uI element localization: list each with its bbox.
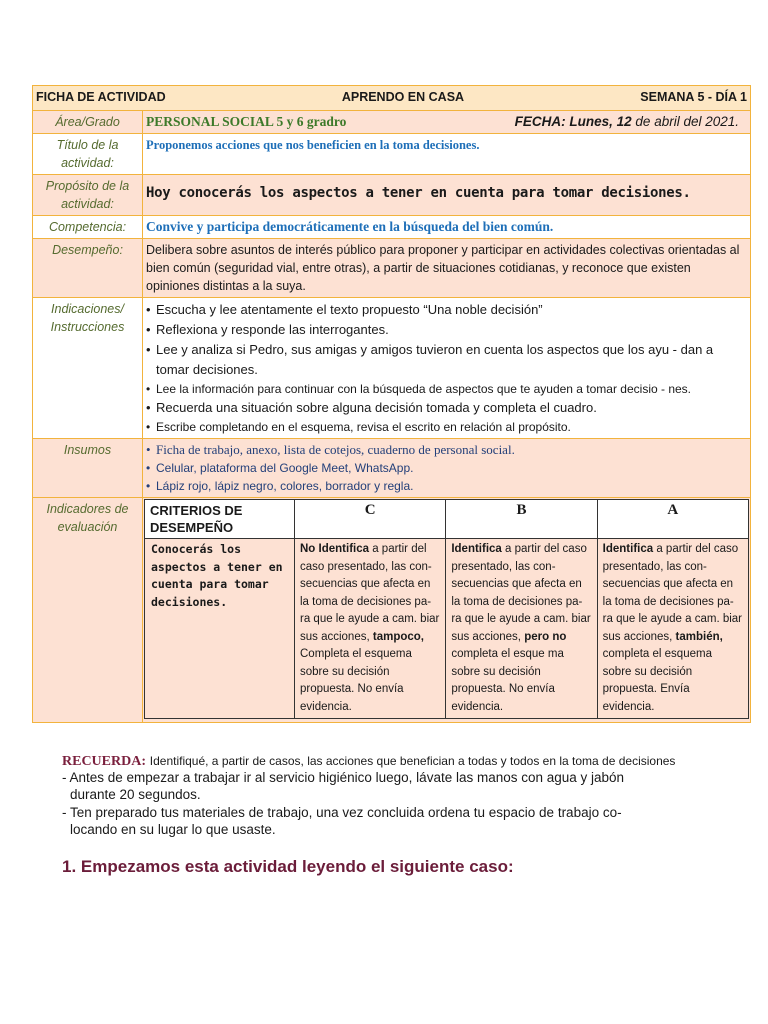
- desempeno-label: Desempeño:: [33, 239, 143, 298]
- recuerda-line: [62, 752, 675, 770]
- level-c-header: C: [295, 500, 446, 539]
- level-b-description: Identifica a partir del caso presentado, las con- secuencias que afecta en la toma de decisiones pa- ra que le ayude a cam. biar sus acciones, pero no completa el esque ma sobre su decisión propuesta. No envía evidencia.: [446, 539, 597, 719]
- insumos-list: [146, 441, 747, 495]
- insumo-item: • Ficha de trabajo, anexo, lista de cotejos, cuaderno de personal social.: [146, 441, 747, 459]
- indicacion-item: • Lee y analiza si Pedro, sus amigas y amigos tuvieron en cuenta los aspectos que los ayu - dan a tomar decisiones.: [146, 340, 747, 380]
- area-label: Área/Grado: [33, 111, 143, 134]
- indicacion-item: • Recuerda una situación sobre alguna decisión tomada y completa el cuadro.: [146, 398, 747, 418]
- sheet-header-row: [33, 86, 751, 111]
- recuerda-text: Identifiqué, a partir de casos, las acciones que benefician a todas y todos en la toma de decisiones: [149, 754, 676, 768]
- fecha-value: FECHA: Lunes, 12 de abril del 2021.: [514, 114, 739, 129]
- semana-title: SEMANA 5 - DÍA 1: [640, 90, 747, 104]
- desempeno-value: Delibera sobre asuntos de interés público para proponer y participar en actividades colectivas orientadas al bien común (seguridad vial, entre otras), a partir de situaciones cotidianas, y reconoce que existen opiniones distintas a la suya.: [143, 239, 751, 298]
- recuerda-tip-1: - Antes de empezar a trabajar ir al servicio higiénico luego, lávate las manos con agua y jabón: [62, 770, 625, 785]
- level-c-description: No Identifica a partir del caso presentado, las con- secuencias que afecta en la toma de decisiones pa- ra que le ayude a cam. biar sus acciones, tampoco, Completa el esquema sobre su decisión propuesta. No envía evidencia.: [295, 539, 446, 719]
- aprendo-title: APRENDO EN CASA: [341, 90, 465, 104]
- criterion-description: Conocerás los aspectos a tener en cuenta para tomar decisiones.: [145, 539, 295, 719]
- titulo-value: Proponemos acciones que nos beneficien en la toma decisiones.: [143, 134, 751, 175]
- insumos-label: Insumos: [33, 439, 143, 498]
- titulo-label: Título de la actividad:: [33, 134, 143, 175]
- indicacion-item: • Lee la información para continuar con la búsqueda de aspectos que te ayuden a tomar decisio - nes.: [146, 380, 747, 398]
- competencia-row: [33, 216, 751, 239]
- indicacion-item: • Escucha y lee atentamente el texto propuesto “Una noble decisión”: [146, 300, 747, 320]
- insumo-item: • Lápiz rojo, lápiz negro, colores, borrador y regla.: [146, 477, 747, 495]
- titulo-row: [33, 134, 751, 175]
- desempeno-row: [33, 239, 751, 298]
- recuerda-tip-1-cont: durante 20 segundos.: [70, 787, 201, 802]
- section-title: 1. Empezamos esta actividad leyendo el siguiente caso:: [62, 857, 514, 876]
- level-a-description: Identifica a partir del caso presentado, las con- secuencias que afecta en la toma de decisiones pa- ra que le ayude a cam. biar sus acciones, también, completa el esquema sobre su decisión propuesta. Envía evidencia.: [597, 539, 748, 719]
- insumo-item: • Celular, plataforma del Google Meet, WhatsApp.: [146, 459, 747, 477]
- area-value: PERSONAL SOCIAL 5 y 6 gradro: [146, 114, 347, 129]
- indicacion-item: • Reflexiona y responde las interrogantes.: [146, 320, 747, 340]
- proposito-value: Hoy conocerás los aspectos a tener en cuenta para tomar decisiones.: [143, 175, 751, 216]
- ficha-title: FICHA DE ACTIVIDAD: [36, 90, 166, 104]
- recuerda-tip-2-cont: locando en su lugar lo que usaste.: [70, 822, 276, 837]
- activity-sheet-table: [32, 85, 751, 723]
- recuerda-key: RECUERDA:: [62, 754, 146, 769]
- recuerda-tip-2: - Ten preparado tus materiales de trabajo, una vez concluida ordena tu espacio de trabajo co-: [62, 805, 622, 820]
- indicacion-item: • Escribe completando en el esquema, revisa el escrito en relación al propósito.: [146, 418, 747, 436]
- level-a-header: A: [597, 500, 748, 539]
- proposito-row: [33, 175, 751, 216]
- indicaciones-label: Indicaciones/ Instrucciones: [33, 298, 143, 439]
- criteria-table: [144, 499, 749, 719]
- indicaciones-list: [146, 300, 747, 436]
- competencia-label: Competencia:: [33, 216, 143, 239]
- area-row: [33, 111, 751, 134]
- indicadores-row: [33, 498, 751, 723]
- competencia-value: Convive y participa democráticamente en la búsqueda del bien común.: [143, 216, 751, 239]
- proposito-label: Propósito de la actividad:: [33, 175, 143, 216]
- insumos-row: [33, 439, 751, 498]
- level-b-header: B: [446, 500, 597, 539]
- criteria-header: CRITERIOS DE DESEMPEÑO: [145, 500, 295, 539]
- indicaciones-row: [33, 298, 751, 439]
- indicadores-label: Indicadores de evaluación: [33, 498, 143, 723]
